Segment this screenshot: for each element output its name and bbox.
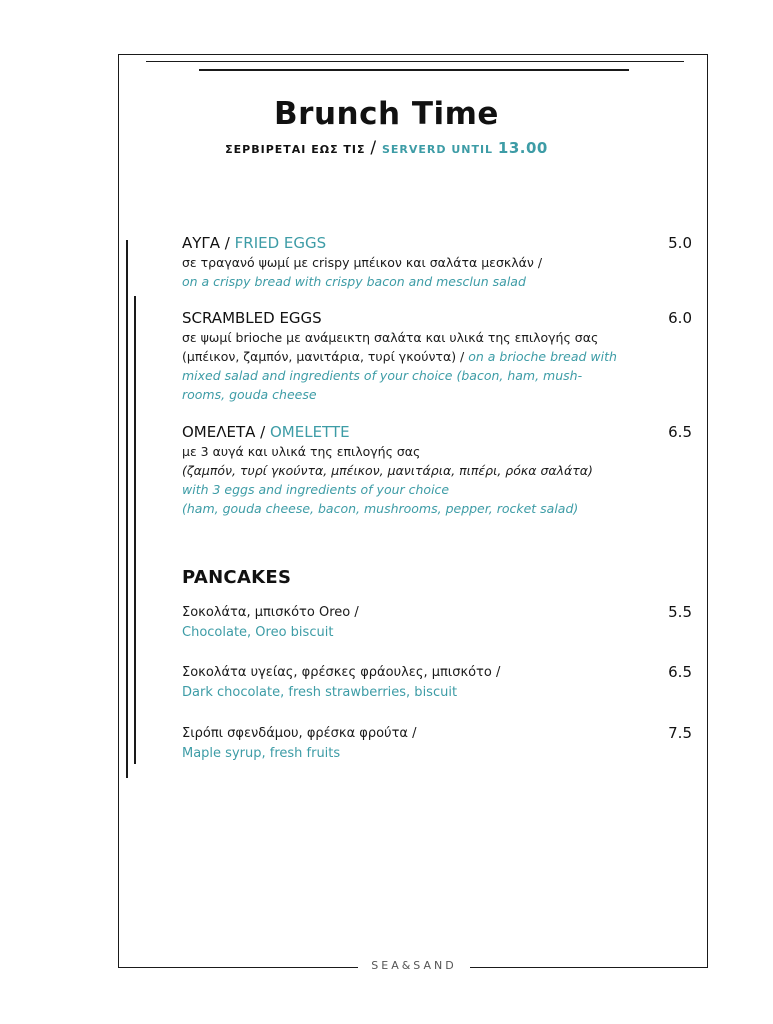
item-desc-gr: Σιρόπι σφενδάμου, φρέσκα φρούτα /	[182, 726, 417, 741]
item-desc-en: on a crispy bread with crispy bacon and mesclun salad	[182, 274, 526, 289]
item-price: 6.0	[668, 309, 692, 327]
item-desc-en: with 3 eggs and ingredients of your choice	[182, 482, 450, 497]
item-desc-en: (ham, gouda cheese, bacon, mushrooms, pepper, rocket salad)	[182, 501, 579, 516]
menu-item-scrambled-eggs	[182, 309, 692, 404]
item-price: 6.5	[668, 663, 692, 681]
top-rule-bold	[199, 69, 629, 71]
item-desc-gr: σε ψωμί brioche με ανάμεικτη σαλάτα και υλικά της επιλογής σας	[182, 330, 599, 345]
item-desc-gr: σε τραγανό ψωμί με crispy μπέικον και σαλάτα μεσκλάν /	[182, 255, 543, 270]
item-desc-gr: Σοκολάτα, μπισκότο Oreo /	[182, 605, 359, 620]
item-price: 7.5	[668, 724, 692, 742]
item-desc-mixed	[182, 347, 692, 366]
item-name: SCRAMBLED EGGS	[182, 309, 322, 327]
item-desc-gr: με 3 αυγά και υλικά της επιλογής σας	[182, 444, 421, 459]
item-desc-en: Dark chocolate, fresh strawberries, biscuit	[182, 685, 458, 700]
item-name-gr: ΟΜΕΛΕΤΑ /	[182, 423, 270, 441]
brand-footer: SEA&SAND	[358, 959, 470, 972]
item-desc-en: Chocolate, Oreo biscuit	[182, 625, 334, 640]
item-price: 6.5	[668, 423, 692, 441]
item-name-en: OMELETTE	[269, 423, 350, 441]
item-name-gr: ΑΥΓΑ /	[182, 234, 235, 252]
item-desc-en: mixed salad and ingredients of your choice (bacon, ham, mush-	[182, 368, 583, 383]
side-rule-inner	[134, 296, 136, 764]
serving-hours-sep: /	[370, 138, 378, 158]
item-name-en: FRIED EGGS	[234, 234, 327, 252]
item-desc-en: on a brioche bread with	[468, 349, 617, 364]
menu-item-fried-eggs	[182, 234, 692, 291]
item-name	[182, 234, 692, 253]
item-desc-gr: Σοκολάτα υγείας, φρέσκες φράουλες, μπισκότο /	[182, 665, 501, 680]
menu-item-pancake	[182, 724, 692, 764]
section-heading-pancakes: PANCAKES	[182, 567, 292, 588]
item-price: 5.5	[668, 603, 692, 621]
serving-hours	[0, 138, 773, 158]
menu-item-pancake	[182, 603, 692, 643]
menu-item-pancake	[182, 663, 692, 703]
menu-item-omelette	[182, 423, 692, 518]
item-desc-gr: (μπέικον, ζαμπόν, μανιτάρια, τυρί γκούντα) /	[182, 349, 469, 364]
item-name	[182, 423, 692, 442]
item-desc-gr: (ζαμπόν, τυρί γκούντα, μπέικον, μανιτάρια, πιπέρι, ρόκα σαλάτα)	[182, 463, 593, 478]
page-title: Brunch Time	[274, 96, 499, 132]
serving-hours-time: 13.00	[497, 139, 548, 157]
top-rule	[146, 61, 684, 62]
item-desc-en: rooms, gouda cheese	[182, 387, 317, 402]
side-rule	[126, 240, 128, 778]
serving-hours-gr: ΣΕΡΒΙΡΕΤΑΙ ΕΩΣ ΤΙΣ	[225, 143, 366, 156]
item-price: 5.0	[668, 234, 692, 252]
item-desc-en: Maple syrup, fresh fruits	[182, 746, 341, 761]
serving-hours-en: SERVERD UNTIL	[381, 143, 494, 156]
